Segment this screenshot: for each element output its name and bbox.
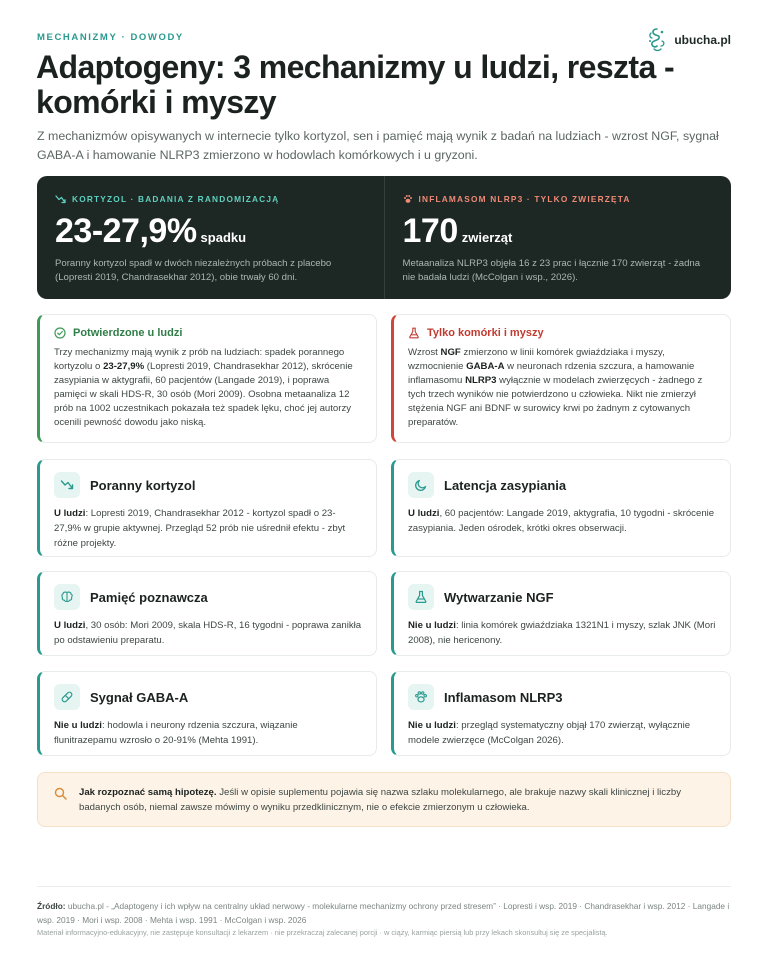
card-body <box>408 718 716 748</box>
card-status: U ludzi <box>54 620 86 631</box>
trend-down-icon <box>60 479 74 491</box>
brand-name: ubucha.pl <box>674 33 731 47</box>
paw-icon <box>414 690 428 704</box>
card-body <box>408 506 716 536</box>
trend-down-icon <box>55 195 66 204</box>
source-label: Źródło: <box>37 901 66 911</box>
stat-cortisol-unit: spadku <box>200 230 247 245</box>
panel-cells-head <box>408 327 716 339</box>
card-text: : hodowla i neurony rdzenia szczura, wiązanie flunitrazepamu wzrosło o 20-91% (Mehta 1991). <box>54 720 298 746</box>
card-text: : linia komórek gwiaździaka 1321N1 i myszy, szlak JNK (Mori 2008), nie hericenony. <box>408 620 716 646</box>
panel-confirmed-body <box>54 346 362 430</box>
pill-icon <box>60 690 74 704</box>
stat-cortisol-note: Poranny kortyzol spadł w dwóch niezależnych próbach z placebo (Lopresti 2019, Chandrasekhar 2012), obie trwały 60 dni. <box>55 258 332 283</box>
panel-cells-body <box>408 346 716 430</box>
card-text: , 30 osób: Mori 2009, skala HDS-R, 16 tygodni - poprawa zanikła po odstawieniu preparatu. <box>54 620 362 646</box>
panel-cells-text-2: zmierzono w linii komórek gwiaździaka i myszy, wzmocnienie <box>408 347 665 372</box>
stat-cortisol-label <box>55 194 366 204</box>
stat-nlrp3-unit: zwierząt <box>461 230 513 245</box>
card-status: U ludzi <box>408 508 440 519</box>
icon-badge <box>54 472 80 498</box>
card-status: U ludzi <box>54 508 86 519</box>
icon-badge <box>54 684 80 710</box>
card-head <box>54 584 362 610</box>
stat-nlrp3-value: 170 <box>402 212 458 250</box>
stat-nlrp3-label <box>403 194 714 204</box>
panel-cells-text-1: Wzrost <box>408 347 441 358</box>
card-title: Inflamasom NLRP3 <box>444 689 563 705</box>
panel-confirmed-text-1: Trzy mechanizmy mają wynik z prób na ludziach: spadek porannego kortyzolu o <box>54 347 345 372</box>
icon-badge <box>54 584 80 610</box>
card-title: Poranny kortyzol <box>90 477 196 493</box>
icon-badge <box>408 584 434 610</box>
disclaimer: Materiał informacyjno-edukacyjny, nie zastępuje konsultacji z lekarzem · nie przekraczaj zalecanej porcji · w ciąży, karmiąc piersią lub przy lekach skonsultuj się ze specjalistą. <box>37 928 608 937</box>
card-body <box>54 718 362 748</box>
card-nlrp3-inflammasome <box>391 671 731 756</box>
panel-cells-and-mice <box>391 314 731 443</box>
card-ngf-production <box>391 571 731 656</box>
card-text: , 60 pacjentów: Langade 2019, aktygrafia, 10 tygodni - skrócenie zasypiania. Jeden ośrodek, krótki okres obserwacji. <box>408 508 715 534</box>
card-title: Pamięć poznawcza <box>90 589 208 605</box>
card-gaba-signal <box>37 671 377 756</box>
card-head <box>54 472 362 498</box>
page-title: Adaptogeny: 3 mechanizmy u ludzi, reszta - komórki i myszy <box>36 49 675 120</box>
eyebrow: MECHANIZMY · DOWODY <box>37 32 184 43</box>
panel-cells-title: Tylko komórki i myszy <box>427 327 544 339</box>
card-head <box>408 584 716 610</box>
stat-cortisol-value: 23-27,9% <box>55 212 197 250</box>
tip-text <box>79 785 714 826</box>
moon-icon <box>414 478 428 492</box>
brain-icon <box>60 590 74 604</box>
card-status: Nie u ludzi <box>408 720 456 731</box>
card-head <box>408 472 716 498</box>
card-title: Wytwarzanie NGF <box>444 589 554 605</box>
card-text: : przegląd systematyczny objął 170 zwierząt, wyłącznie modele zwierzęce (McColgan 2026). <box>408 720 691 746</box>
card-body <box>54 506 362 551</box>
stat-cortisol-label-text: KORTYZOL · BADANIA Z RANDOMIZACJĄ <box>72 194 280 204</box>
stat-nlrp3-note: Metaanaliza NLRP3 objęła 16 z 23 prac i łącznie 170 zwierząt - żadna nie badała ludzi (McColgan i wsp., 2026). <box>402 258 701 283</box>
flask-icon <box>408 327 420 339</box>
card-title: Sygnał GABA-A <box>90 689 189 705</box>
check-circle-icon <box>54 327 66 339</box>
lede: Z mechanizmów opisywanych w internecie tylko kortyzol, sen i pamięć mają wynik z badań na ludziach - wzrost NGF, sygnał GABA-A i hamowanie NLRP3 zmierzono w hodowlach komórkowych i u gryzoni. <box>37 129 719 162</box>
card-morning-cortisol <box>37 459 377 557</box>
panel-confirmed-highlight: 23-27,9% <box>103 361 145 372</box>
stat-nlrp3 <box>384 176 732 299</box>
card-title: Latencja zasypiania <box>444 477 567 493</box>
panel-cells-ngf: NGF <box>440 347 461 358</box>
tip-lead: Jak rozpoznać samą hipotezę. <box>79 787 217 798</box>
stat-nlrp3-figure <box>403 212 714 251</box>
stats-banner <box>37 176 731 299</box>
panel-confirmed-in-humans <box>37 314 377 443</box>
card-head <box>408 684 716 710</box>
panel-confirmed-title: Potwierdzone u ludzi <box>73 327 183 339</box>
hypothesis-tip <box>37 772 731 827</box>
panel-confirmed-head <box>54 327 362 339</box>
card-status: Nie u ludzi <box>408 620 456 631</box>
tip-body: Jeśli w opisie suplementu pojawia się nazwa szlaku molekularnego, ale brakuje nazwy skali klinicznej i liczby badanych osób, niemal zawsze mówimy o wyniku przedklinicznym, nie o efekcie zmierzonym u człowieka. <box>79 787 682 813</box>
card-body <box>54 618 362 648</box>
paw-icon <box>403 194 413 204</box>
panel-confirmed-text-2: (Lopresti 2019, Chandrasekhar 2012), skrócenie zasypiania w aktygrafii, 60 pacjentów (Langade 2019), i poprawa pamięci w skali HDS-R, 30 osób (Mori 2009). Osobna metaanaliza 12 prób na 1002 uczestnikach pokazała też spadek lęku, choć jej autorzy ocenili pewność dowodu jako niską. <box>54 361 353 428</box>
source-note <box>37 899 731 927</box>
icon-badge <box>408 684 434 710</box>
stat-nlrp3-label-text: INFLAMASOM NLRP3 · TYLKO ZWIERZĘTA <box>418 194 631 204</box>
card-head <box>54 684 362 710</box>
panel-cells-text-3: w neuronach rdzenia szczura, a hamowanie inflamasomu <box>408 361 695 386</box>
panel-cells-text-4: wyłącznie w modelach zwierzęcych - żadnego z tych trzech wyników nie potwierdzono u człowieka. Nikt nie zmierzył stężenia NGF ani BDNF w surowicy krwi po żadnym z cytowanych preparatów. <box>408 375 703 428</box>
flask-icon <box>414 590 428 604</box>
search-icon <box>54 787 67 800</box>
stat-cortisol-figure <box>55 212 366 251</box>
icon-badge <box>408 472 434 498</box>
card-status: Nie u ludzi <box>54 720 102 731</box>
panel-cells-nlrp3: NLRP3 <box>465 375 497 386</box>
footer-divider <box>37 886 731 887</box>
source-text: ubucha.pl - „Adaptogeny i ich wpływ na centralny układ nerwowy - molekularne mechanizmy ochrony przed stresem” · Lopresti i wsp. 2019 · Chandrasekhar i wsp. 2012 · Langade i wsp. 2019 · Mori i wsp. 2008 · Mehta i wsp. 1991 · McColgan i wsp. 2026 <box>37 901 730 925</box>
card-sleep-latency <box>391 459 731 557</box>
stat-cortisol <box>37 176 384 299</box>
card-cognitive-memory <box>37 571 377 656</box>
panel-cells-gaba: GABA-A <box>466 361 505 372</box>
card-text: : Lopresti 2019, Chandrasekhar 2012 - kortyzol spadł o 23-27,9% w grupie aktywnej. Przegląd 52 prób nie uśrednił efektu - zbyt różne projekty. <box>54 508 346 549</box>
card-body <box>408 618 716 648</box>
